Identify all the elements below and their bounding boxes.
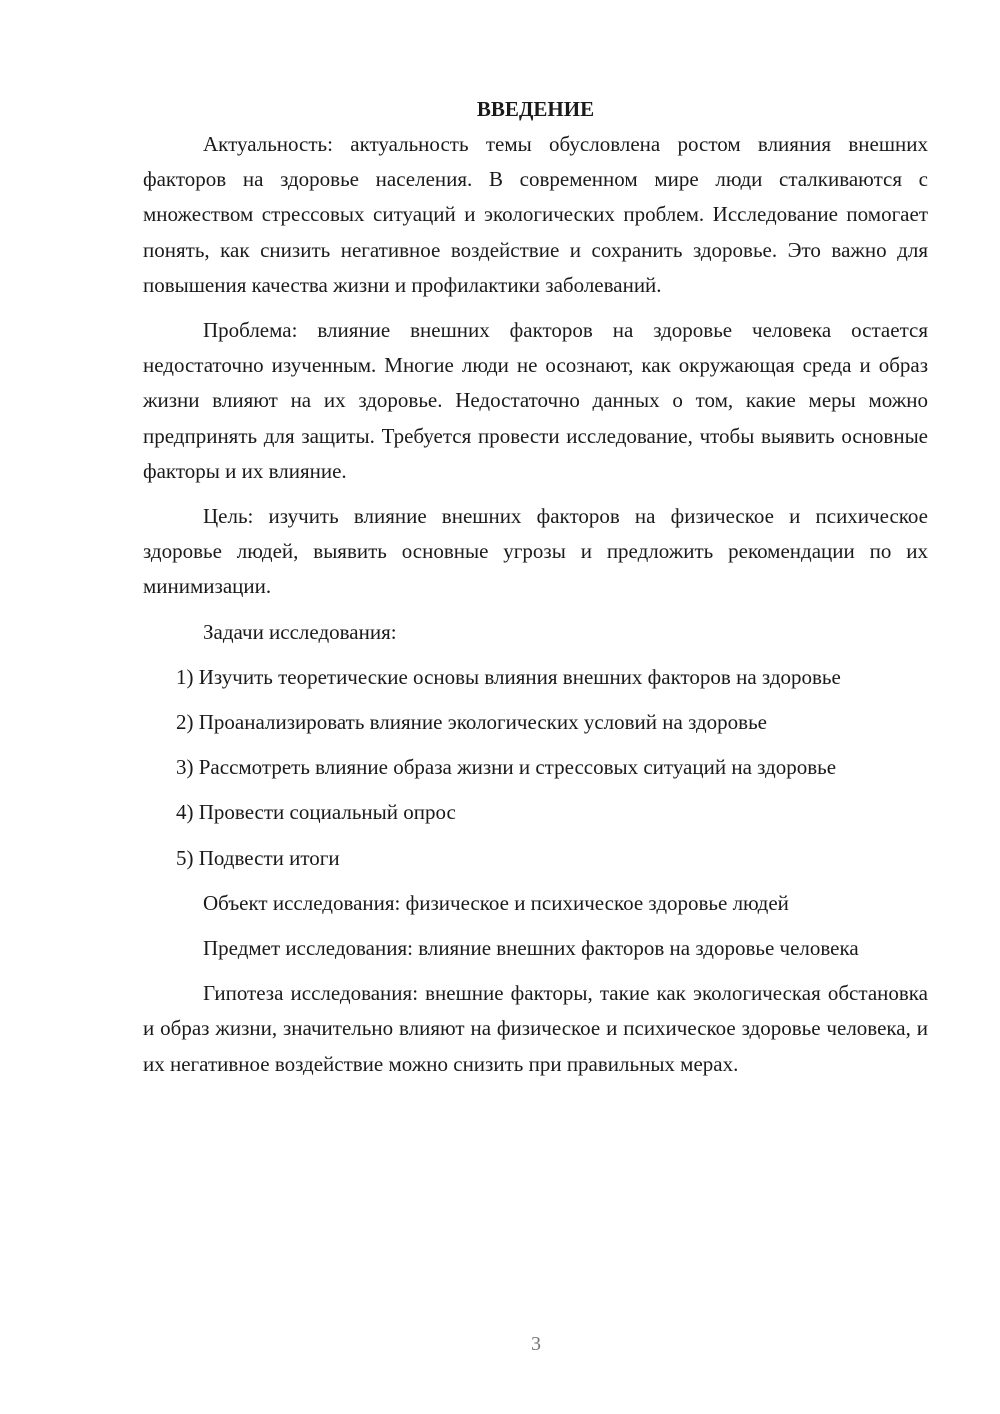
- problem-paragraph: Проблема: влияние внешних факторов на здоровье человека остается недостаточно изученным. Многие люди не осознают, как окружающая среда и образ жизни влияют на их здоровье. Недостаточно данных о том, какие меры можно предпринять для защиты. Требуется провести исследование, чтобы выявить основные факторы и их влияние.: [143, 318, 928, 483]
- subject-paragraph: Предмет исследования: влияние внешних факторов на здоровье человека: [203, 936, 859, 961]
- task-item-4: 4) Провести социальный опрос: [176, 800, 456, 825]
- tasks-intro: Задачи исследования:: [203, 619, 397, 644]
- goal-paragraph: Цель: изучить влияние внешних факторов на физическое и психическое здоровье людей, выявить основные угрозы и предложить рекомендации по их минимизации.: [143, 504, 928, 599]
- task-item-1: 1) Изучить теоретические основы влияния внешних факторов на здоровье: [176, 664, 841, 689]
- object-paragraph: Объект исследования: физическое и психическое здоровье людей: [203, 890, 789, 915]
- page-number: 3: [531, 1333, 541, 1355]
- task-item-5: 5) Подвести итоги: [176, 845, 340, 870]
- task-item-2: 2) Проанализировать влияние экологических условий на здоровье: [176, 710, 767, 735]
- task-item-3: 3) Рассмотреть влияние образа жизни и стрессовых ситуаций на здоровье: [176, 755, 837, 780]
- relevance-paragraph: Актуальность: актуальность темы обусловлена ростом влияния внешних факторов на здоровье населения. В современном мире люди сталкиваются с множеством стрессовых ситуаций и экологических проблем. Исследование помогает понять, как снизить негативное воздействие и сохранить здоровье. Это важно для повышения качества жизни и профилактики заболеваний.: [143, 132, 928, 297]
- text-block: [143, 92, 928, 1092]
- section-heading: ВВЕДЕНИЕ: [476, 97, 595, 121]
- hypothesis-paragraph: Гипотеза исследования: внешние факторы, такие как экологическая обстановка и образ жизни, значительно влияют на физическое и психическое здоровье человека, и их негативное воздействие можно снизить при правильных мерах.: [143, 981, 928, 1076]
